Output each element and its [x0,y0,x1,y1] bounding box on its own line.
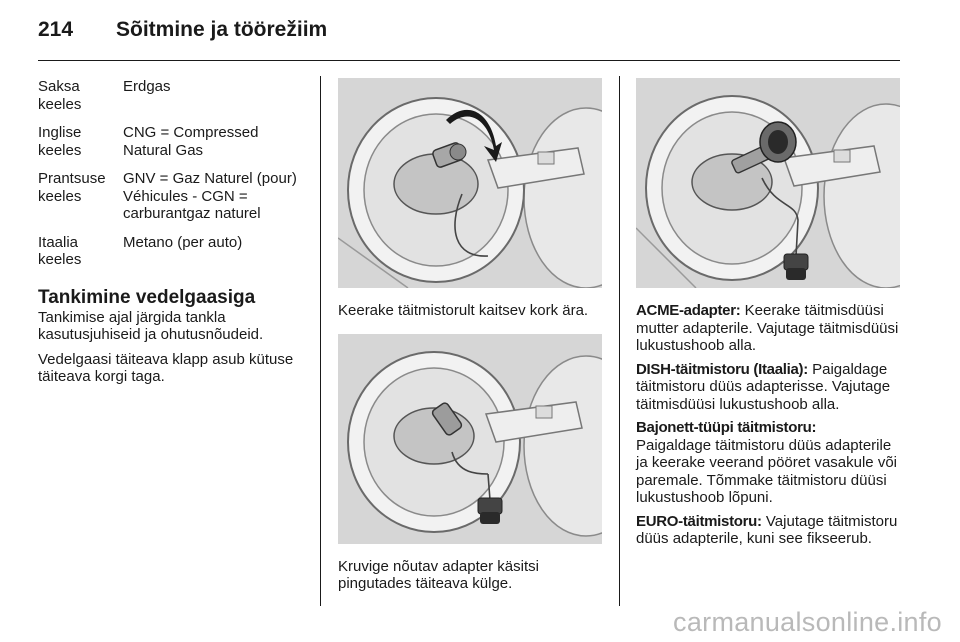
language-table [38,78,310,280]
language-cell: Itaalia keeles [38,233,82,268]
column-left [38,78,310,393]
page-number: 214 [38,18,74,41]
step-label: DISH-täitmistoru (Itaalia): [636,360,808,378]
step-label: ACME-adapter: [636,302,741,319]
paragraph: Vedelgaasi täiteava klapp asub kütuse täiteava korgi taga. [38,350,294,385]
language-cell: Prantsuse keeles [38,170,106,205]
column-middle [338,78,604,607]
step-text: Vajutage täitmistoru düüs adapterile, kuni see fikseerub. [636,512,898,547]
column-divider-2 [619,76,620,606]
term-cell: CNG = Compressed Natural Gas [123,124,259,159]
table-row [38,234,310,280]
step-label: Bajonett-tüüpi täitmistoru: [636,419,817,436]
step-text: Keerake täitmisdüüsi mutter adapterile. Vajutage täitmisdüüsi lukustushoob alla. [636,302,899,354]
step-label: EURO-täitmistoru: [636,512,762,530]
watermark: carmanualsonline.info [673,607,942,637]
header-rule [38,60,900,61]
instruction-step [636,361,902,414]
table-row [38,78,310,124]
page-header [38,18,327,42]
page-title: Sõitmine ja töörežiim [116,18,328,41]
illustration-adapter [338,334,602,544]
step-text: Paigaldage täitmistoru düüs adapterile ja keerake veerand pööret vasakule või paremale. Tõmmake täitmistoru düüsi lukustushoob lõpuni. [636,436,897,506]
term-cell: GNV = Gaz Naturel (pour) Véhicules - CGN = carburantgaz naturel [123,170,297,222]
step-text: Paigaldage täitmistoru düüs adapterisse. Vajutage täitmisdüüsi lukustushoob alla. [636,360,891,413]
illustration-filling-nozzle [636,78,900,288]
instruction-step [636,419,902,507]
illustration-cap-removal [338,78,602,288]
paragraph: Tankimise ajal järgida tankla kasutusjuhiseid ja ohutusnõudeid. [38,308,264,343]
term-cell: Metano (per auto) [123,233,243,251]
figure-caption: Kruvige nõutav adapter käsitsi pingutades täiteava külge. [338,557,539,592]
table-row [38,170,310,234]
term-cell: Erdgas [123,78,171,95]
instruction-step [636,302,902,355]
language-cell: Saksa keeles [38,78,82,113]
table-row [38,124,310,170]
column-divider-1 [320,76,321,606]
section-title: Tankimine vedelgaasiga [38,286,256,308]
language-cell: Inglise keeles [38,124,82,159]
figure-caption: Keerake täitmistorult kaitsev kork ära. [338,302,589,319]
column-right [636,78,902,554]
instruction-step [636,513,902,548]
